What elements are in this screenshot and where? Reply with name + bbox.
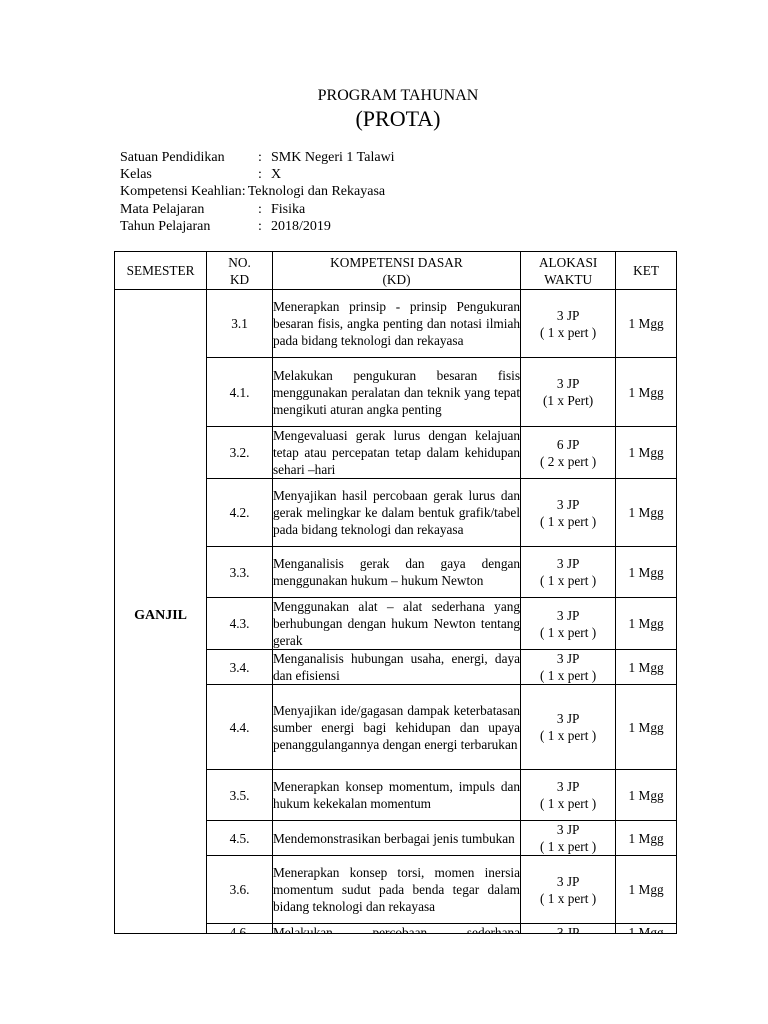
prota-table [114,251,677,942]
ket-cell: 1 Mgg [616,685,677,770]
alokasi-pert: ( 1 x pert ) [540,668,597,683]
kd-description: Mendemonstrasikan berbagai jenis tumbukan [272,821,520,856]
kd-description: Menerapkan konsep torsi, momen inersia momentum sudut pada benda tegar dalam bidang teknologi dan rekayasa [272,856,520,924]
header-ket: KET [616,252,677,290]
ket-cell: 1 Mgg [616,598,677,650]
info-separator: : [258,167,262,183]
alokasi-pert: ( 1 x pert ) [540,796,597,811]
kd-description: Menggunakan alat – alat sederhana yang berhubungan dengan hukum Newton tentang gerak [272,599,521,648]
kd-description: Melakukan pengukuran besaran fisis menggunakan peralatan dan teknik yang tepat mengikuti aturan angka penting [272,358,520,427]
info-separator: : [258,150,262,165]
info-label: Kelas [120,167,152,183]
semester-cell: GANJIL [115,290,207,942]
kd-description: Menganalisis hubungan usaha, energi, daya dan efisiensi [272,651,521,683]
kd-number: 3.6. [207,856,273,924]
info-value: SMK Negeri 1 Talawi [271,150,395,165]
ket-cell: 1 Mgg [616,290,677,358]
page-clip [0,933,768,1024]
header-kd-line2: KD [229,271,250,287]
kd-number: 3.2. [207,427,273,479]
header-kompetensi [272,252,520,290]
kd-description: Menyajikan ide/gagasan dampak keterbatasan sumber energi bagi kehidupan dan upaya penanggulangannya dengan energi terbarukan [272,685,520,770]
alokasi-pert: ( 1 x pert ) [540,728,597,743]
header-alokasi [521,252,616,290]
document-title: PROGRAM TAHUNAN [317,87,479,104]
alokasi-pert: ( 1 x pert ) [540,573,597,588]
header-kd [207,252,273,290]
alokasi-cell [521,821,616,856]
document-subtitle: (PROTA) [355,106,441,131]
alokasi-jp: 6 JP [556,436,580,452]
ket-cell: 1 Mgg [616,547,677,598]
alokasi-pert: ( 1 x pert ) [540,890,597,906]
alokasi-jp: 3 JP [556,779,580,794]
kd-number: 4.1. [207,358,273,427]
ket-cell: 1 Mgg [616,479,677,547]
ket-cell: 1 Mgg [616,650,677,685]
header-semester: SEMESTER [115,252,207,290]
info-row-kompetensi [120,183,395,200]
ket-cell: 1 Mgg [616,770,677,821]
info-row-kelas [120,166,395,183]
info-row-tahun [120,218,395,235]
alokasi-jp: 3 JP [556,307,580,323]
table-header-row [115,252,677,290]
alokasi-pert: ( 1 x pert ) [540,324,597,340]
kd-number: 4.3. [207,598,273,650]
alokasi-jp: 3 JP [556,873,580,889]
alokasi-jp: 3 JP [556,651,580,666]
alokasi-jp: 3 JP [556,711,580,726]
header-kd-line1: NO. [228,254,251,270]
kd-number: 3.3. [207,547,273,598]
alokasi-cell [521,770,616,821]
info-separator: : [241,184,246,200]
info-value: Fisika [271,201,306,217]
info-row-satuan [120,149,395,166]
alokasi-jp: 3 JP [556,376,580,391]
info-label: Mata Pelajaran [120,201,205,217]
alokasi-cell [521,290,616,358]
kd-description: Menerapkan prinsip - prinsip Pengukuran besaran fisis, angka penting dan notasi ilmiah pada bidang teknologi dan rekayasa [272,290,520,358]
alokasi-cell [521,856,616,924]
kd-number: 3.4. [207,650,273,685]
alokasi-cell [521,547,616,598]
info-row-mapel [120,201,395,218]
alokasi-pert: ( 1 x pert ) [540,624,597,640]
info-label: Kompetensi Keahlian [120,184,242,200]
alokasi-cell [521,427,616,479]
header-alokasi-line1: ALOKASI [538,254,598,270]
kd-description: Menerapkan konsep momentum, impuls dan hukum kekekalan momentum [272,770,520,821]
kd-description: Mengevaluasi gerak lurus dengan kelajuan tetap atau percepatan tetap dalam kehidupan sehari –hari [272,428,521,477]
alokasi-cell [521,598,616,650]
alokasi-cell [521,479,616,547]
alokasi-pert: ( 1 x pert ) [540,839,597,854]
alokasi-jp: 3 JP [556,822,580,837]
header-kompetensi-line2: (KD) [382,271,411,287]
identity-block [120,149,395,235]
alokasi-cell [521,685,616,770]
alokasi-jp: 3 JP [556,607,580,623]
kd-number: 4.4. [207,685,273,770]
info-label: Satuan Pendidikan [120,150,225,165]
alokasi-pert: ( 2 x pert ) [540,453,597,469]
info-separator: : [258,201,262,217]
header-alokasi-line2: WAKTU [544,271,593,287]
ket-cell: 1 Mgg [616,856,677,924]
info-value: 2018/2019 [271,218,331,234]
info-separator: : [258,218,262,234]
kd-description: Menyajikan hasil percobaan gerak lurus dan gerak melingkar ke dalam bentuk grafik/tabel pada bidang teknologi dan rekayasa [272,479,520,547]
header-kompetensi-line1: KOMPETENSI DASAR [330,254,463,270]
kd-number: 4.5. [207,821,273,856]
ket-cell: 1 Mgg [616,427,677,479]
alokasi-pert: ( 1 x pert ) [540,513,597,529]
info-value: Teknologi dan Rekayasa [247,184,386,200]
alokasi-pert: (1 x Pert) [543,393,594,408]
kd-number: 3.1 [207,290,273,358]
alokasi-cell [521,358,616,427]
alokasi-jp: 3 JP [556,496,580,512]
ket-cell: 1 Mgg [616,821,677,856]
alokasi-cell [521,650,616,685]
info-label: Tahun Pelajaran [120,218,211,234]
info-value: X [271,167,282,183]
ket-cell: 1 Mgg [616,358,677,427]
table-bottom-border [114,933,677,934]
kd-description: Menganalisis gerak dan gaya dengan menggunakan hukum – hukum Newton [272,547,520,598]
alokasi-jp: 3 JP [556,556,580,571]
table-row [115,290,677,358]
kd-number: 4.2. [207,479,273,547]
kd-number: 3.5. [207,770,273,821]
